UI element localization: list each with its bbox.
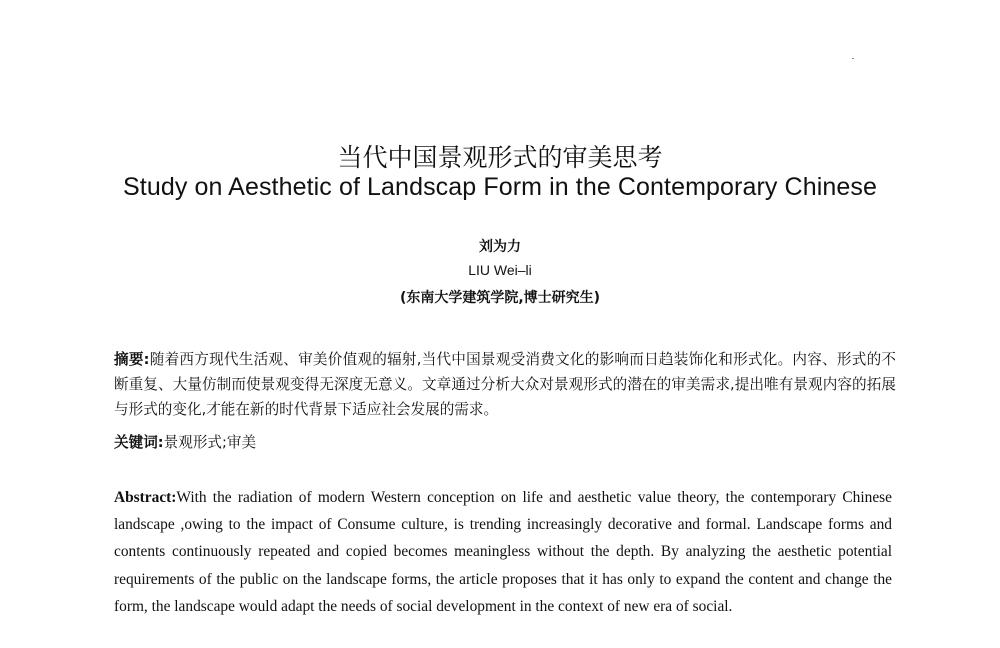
abstract-english-label: Abstract: [114, 489, 177, 506]
author-name-english: LIU Wei–li [468, 262, 532, 278]
author-name-chinese: 刘为力 [479, 239, 521, 255]
abstract-chinese-label: 摘要: [114, 351, 150, 368]
keywords-chinese-label: 关键词: [114, 434, 164, 451]
title-chinese: 当代中国景观形式的审美思考 [337, 143, 663, 172]
abstract-chinese-text: 随着西方现代生活观、审美价值观的辐射,当代中国景观受消费文化的影响而日趋装饰化和形式化。内容、形式的不断重复、大量仿制而使景观变得无深度无意义。文章通过分析大众对景观形式的潜在的审美需求,提出唯有景观内容的拓展与形式的变化,才能在新的时代背景下适应社会发展的需求。 [114, 351, 896, 418]
keywords-chinese-text: 景观形式;审美 [163, 434, 257, 451]
abstract-english [114, 484, 892, 620]
scan-speck [852, 58, 854, 59]
abstract-chinese [114, 347, 896, 422]
author-affiliation: (东南大学建筑学院,博士研究生) [399, 290, 601, 306]
abstract-english-text: With the radiation of modern Western conception on life and aesthetic value theory, the contemporary Chinese landscape ,owing to the impact of Consume culture, is trending increasingly decorative and formal. Landscape forms and contents continuously repeated and copied becomes meaningless without the depth. By analyzing the aesthetic potential requirements of the public on the landscape forms, the article proposes that it has only to expand the content and change the form, the landscape would adapt the needs of social development in the context of new era of social. [114, 489, 892, 615]
keywords-chinese [114, 430, 896, 455]
title-english: Study on Aesthetic of Landscap Form in the Contemporary Chinese [123, 173, 877, 201]
